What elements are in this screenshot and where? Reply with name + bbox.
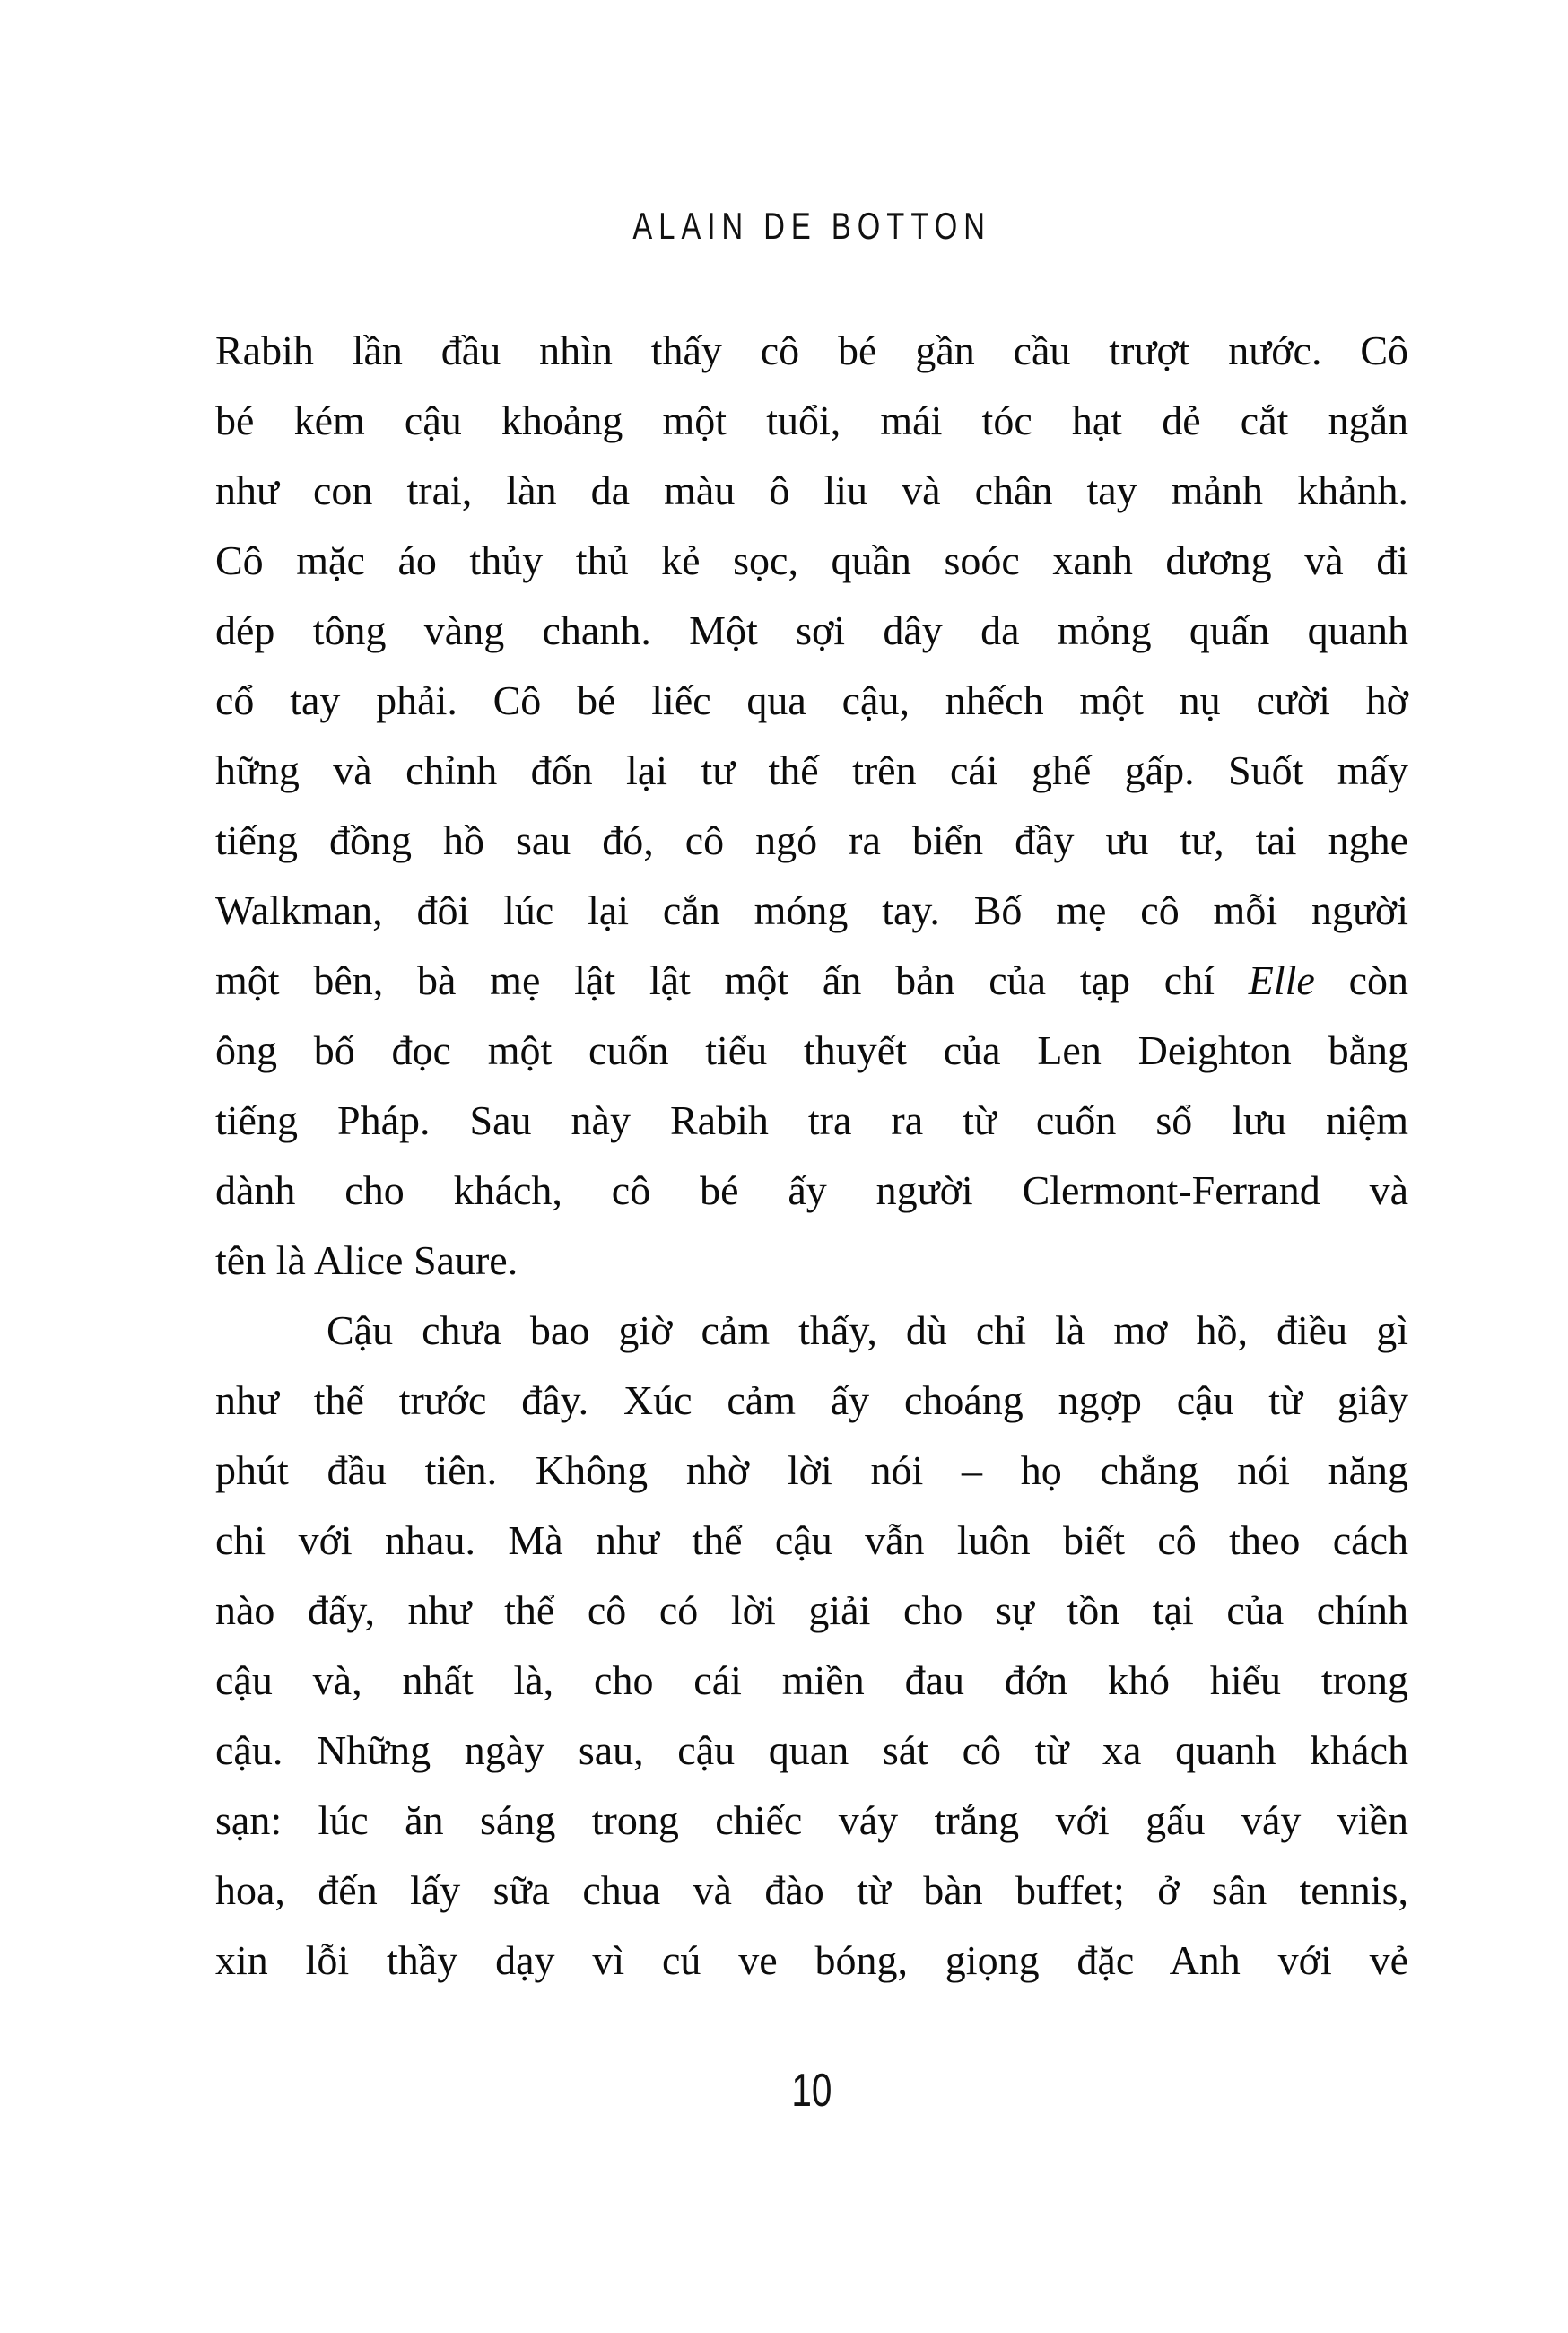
running-header — [215, 205, 1408, 248]
text-line: Cậu chưa bao giờ cảm thấy, dù chỉ là mơ hồ, điều gì — [327, 1307, 1408, 1353]
text-line: hững và chỉnh đốn lại tư thế trên cái ghế gấp. Suốt mấy — [215, 747, 1408, 793]
text-segment: một bên, bà mẹ lật lật một ấn bản của tạp chí — [215, 957, 1249, 1003]
text-line: hoa, đến lấy sữa chua và đào từ bàn buffet; ở sân tennis, — [215, 1867, 1408, 1913]
text-line: tiếng Pháp. Sau này Rabih tra ra từ cuốn sổ lưu niệm — [215, 1097, 1408, 1143]
body-text — [215, 316, 1408, 1996]
text-line: dép tông vàng chanh. Một sợi dây da mỏng quấn quanh — [215, 607, 1408, 653]
text-line: nào đấy, như thể cô có lời giải cho sự tồn tại của chính — [215, 1587, 1408, 1633]
text-line: chi với nhau. Mà như thể cậu vẫn luôn biết cô theo cách — [215, 1517, 1408, 1563]
text-line: cậu và, nhất là, cho cái miền đau đớn khó hiểu trong — [215, 1657, 1408, 1703]
text-line — [215, 946, 1408, 1016]
text-line: bé kém cậu khoảng một tuổi, mái tóc hạt dẻ cắt ngắn — [215, 398, 1408, 443]
text-line: cổ tay phải. Cô bé liếc qua cậu, nhếch một nụ cười hờ — [215, 677, 1408, 723]
text-segment: còn — [1314, 957, 1409, 1003]
running-header-text: ALAIN DE BOTTON — [632, 205, 991, 247]
text-line: Rabih lần đầu nhìn thấy cô bé gần cầu trượt nước. Cô — [215, 328, 1408, 373]
text-line: tiếng đồng hồ sau đó, cô ngó ra biển đầy ưu tư, tai nghe — [215, 817, 1408, 863]
text-line: phút đầu tiên. Không nhờ lời nói – họ chẳng nói năng — [215, 1447, 1408, 1493]
paragraph-2 — [215, 1296, 1408, 1996]
text-line: cậu. Những ngày sau, cậu quan sát cô từ xa quanh khách — [215, 1727, 1408, 1773]
text-line: như thế trước đây. Xúc cảm ấy choáng ngợp cậu từ giây — [215, 1377, 1408, 1423]
text-line: ông bố đọc một cuốn tiểu thuyết của Len Deighton bằng — [215, 1027, 1408, 1073]
page-number — [215, 2064, 1408, 2118]
text-line: Cô mặc áo thủy thủ kẻ sọc, quần soóc xanh dương và đi — [215, 537, 1408, 583]
paragraph-1 — [215, 316, 1408, 1296]
text-line: xin lỗi thầy dạy vì cú ve bóng, giọng đặc Anh với vẻ — [215, 1937, 1408, 1983]
page-number-text: 10 — [791, 2065, 832, 2117]
text-line: dành cho khách, cô bé ấy người Clermont-Ferrand và — [215, 1167, 1408, 1213]
text-line: tên là Alice Saure. — [215, 1237, 518, 1283]
text-line: như con trai, làn da màu ô liu và chân tay mảnh khảnh. — [215, 467, 1408, 513]
text-line: Walkman, đôi lúc lại cắn móng tay. Bố mẹ cô mỗi người — [215, 887, 1408, 933]
magazine-title-italic: Elle — [1248, 957, 1315, 1003]
text-line: sạn: lúc ăn sáng trong chiếc váy trắng với gấu váy viền — [215, 1797, 1408, 1843]
